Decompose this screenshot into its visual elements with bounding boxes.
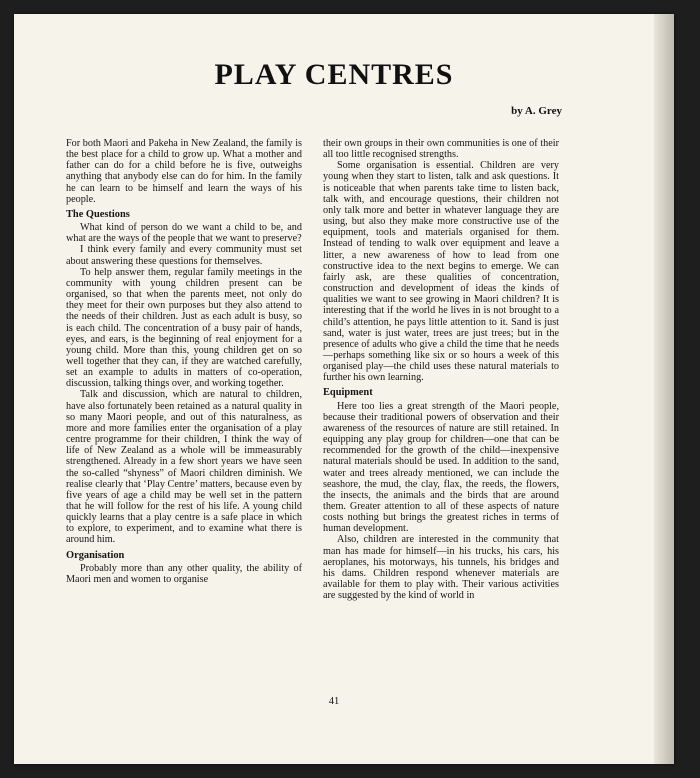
organisation-continued: their own groups in their own communities is one of their all too little recognised strengths. [323,138,559,161]
questions-paragraph-2: I think every family and every community must set about answering these questions for themselves. [66,244,302,267]
questions-paragraph-1: What kind of person do we want a child to be, and what are the ways of the people that we want to preserve? [66,222,302,245]
organisation-paragraph-1: Probably more than any other quality, the ability of Maori men and women to organise [66,562,302,585]
heading-the-questions: The Questions [66,208,130,220]
magazine-page [14,14,674,764]
left-column [66,138,302,585]
page-spine-shadow [654,14,674,764]
equipment-paragraph-2: Also, children are interested in the community that man has made for himself—in his trucks, his cars, his aeroplanes, his motorways, his tunnels, his bridges and his dams. Children respond whenever materials are available for them to play with. Their various activities are suggested by the kind of world in [323,534,559,602]
article-byline: by A. Grey [511,105,562,117]
article-title: PLAY CENTRES [214,58,454,91]
questions-paragraph-3: To help answer them, regular family meetings in the community with young children present can be organised, so that when the parents meet, not only do they meet for their own purposes but they also attend to the needs of their children. Just as each adult is busy, so is each child. The concentration of a busy pair of hands, eyes, and ears, is the beginning of real enjoyment for a young child. More than this, young children get on so well together that they can, if they are watched carefully, set an example to adults in matters of co-operation, discussion, talking things over, and working together. [66,266,302,390]
heading-organisation: Organisation [66,549,125,561]
equipment-paragraph-1: Here too lies a great strength of the Maori people, because their traditional powers of observation and their awareness of the resources of nature are still retained. In equipping any play group for children—one that can be recommended for the growth of the child—inexpensive natural materials should be used. In addition to the sand, water and trees already mentioned, we can include the seashore, the mud, the clay, flax, the reeds, the flowers, the insects, the animals and the birds that are around them. Greater attention to all of these aspects of nature costs nothing but brings the greatest riches in terms of human development. [323,400,559,535]
right-column [323,138,559,601]
intro-paragraph: For both Maori and Pakeha in New Zealand, the family is the best place for a child to grow up. What a mother and father can do for a child before he is five, outweighs anything that anybody else can do for him. In the family he can learn to be himself and learn the ways of his people. [66,138,302,205]
organisation-paragraph-2: Some organisation is essential. Children are very young when they start to listen, talk and ask questions. It is noticeable that when parents take time to listen back, talk with, and encourage questions, their children not only talk more and better in whatever language they are using, but also they make more constructive use of the equipment, tools and materials organised for them. Instead of tending to walk over equipment and leave a litter, a new awareness of how to lead from one constructive idea to the next begins to emerge. We can fairly ask, are these qualities of concentration, construction and development of ideas the kinds of qualities we want to see growing in Maori children? It is interesting that if the world he lives in is not brought to a child’s attention, he pays little attention to it. Sand is just sand, water is just water, trees are just trees; but in the presence of adults who give a child the time that he needs—perhaps something like six or so hours a week of this organised play—the child uses these natural materials to further his own learning. [323,160,559,384]
page-number: 41 [328,696,340,707]
heading-equipment: Equipment [323,387,373,399]
questions-paragraph-4: Talk and discussion, which are natural to children, have also fortunately been retained as a natural quality in so many Maori people, and out of this naturalness, as more and more families enter the organisation of a play centre programme for their children, I think the way of life of New Zealand as a whole will be immeasurably strengthened. Already in a few short years we have seen the so-called “shyness” of Maori children diminish. We realise clearly that ‘Play Centre’ matters, because even by five years of age a child may be well set in the pattern that he will follow for the rest of his life. A young child quickly learns that a play centre is a safe place in which to explore, to experiment, and to examine what there is around him. [66,389,302,546]
